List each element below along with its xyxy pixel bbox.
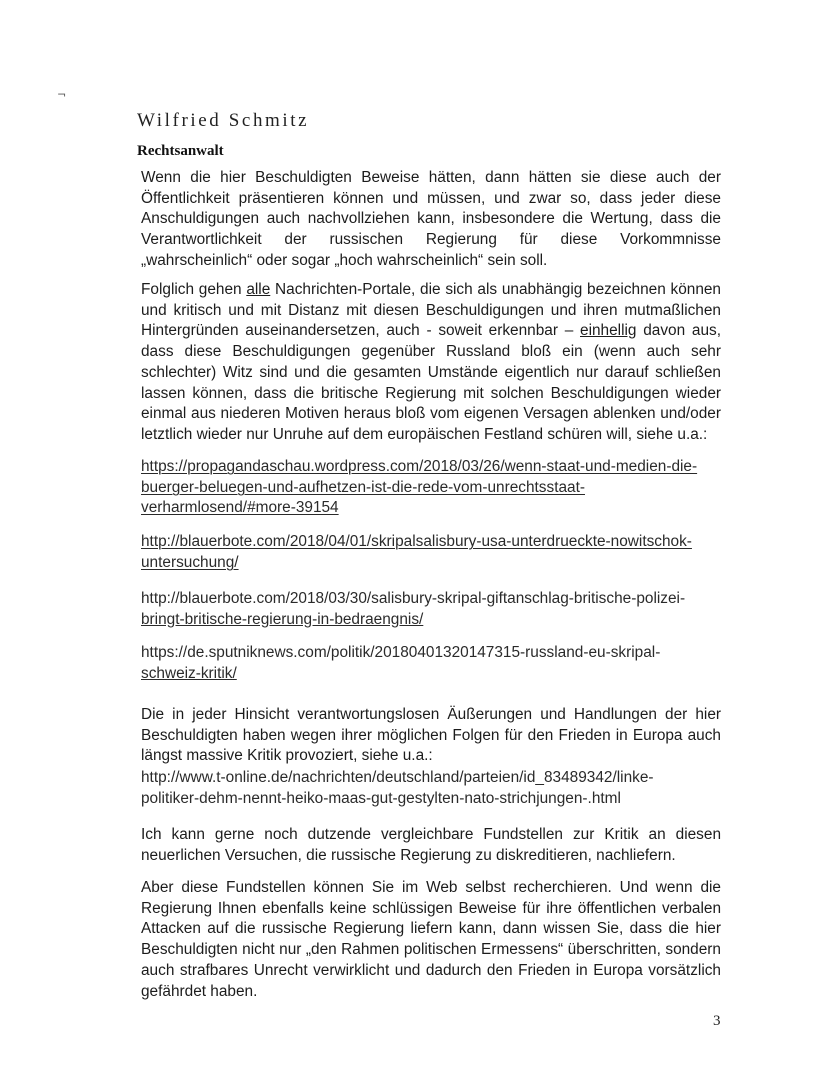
underlined-word-alle: alle (246, 281, 271, 298)
link-sputniknews[interactable] (141, 643, 741, 684)
link-line: verharmlosend/#more-39154 (141, 499, 339, 517)
page-number: 3 (713, 1013, 721, 1029)
link-line: http://blauerbote.com/2018/04/01/skripalsalisbury-usa-unterdrueckte-nowitschok- (141, 533, 692, 550)
link-line: buerger-beluegen-und-aufhetzen-ist-die-rede-vom-unrechtsstaat- (141, 478, 585, 496)
link-line: http://www.t-online.de/nachrichten/deutschland/parteien/id_83489342/linke- (141, 769, 654, 786)
link-line: politiker-dehm-nennt-heiko-maas-gut-gestylten-nato-strichjungen-.html (141, 789, 621, 807)
link-line: http://blauerbote.com/2018/03/30/salisbury-skripal-giftanschlag-britische-polizei- (141, 590, 686, 607)
link-t-online[interactable] (141, 768, 741, 809)
link-line: https://propagandaschau.wordpress.com/2018/03/26/wenn-staat-und-medien-die- (141, 458, 698, 475)
underlined-word-einhellig: einhellig (580, 322, 637, 340)
link-blauerbote-polizei[interactable] (141, 589, 741, 630)
paragraph-text: davon aus, dass diese Beschuldigungen gegenüber Russland bloß ein (wenn auch sehr schlechter) Witz sind und die gesamten Umstände eigentlich nur darauf schließen lassen können, dass die britische Regierung mit solchen Beschuldigungen wieder einmal aus niederen Motiven heraus bloß vom eigenen Versagen ablenken und/oder letztlich wieder nur Unruhe auf dem europäischen Festland schüren will, siehe u.a.: (141, 322, 721, 443)
paragraph-conclusion: Aber diese Fundstellen können Sie im Web selbst recherchieren. Und wenn die Regierung Ihnen ebenfalls keine schlüssigen Beweise für ihre öffentlichen verbalen Attacken auf die russische Regierung liefern kann, dann wissen Sie, dass die hier Beschuldigten nicht nur „den Rahmen politischen Ermessens“ überschritten, sondern auch strafbares Unrecht verwirklicht und dadurch den Frieden in Europa vorsätzlich gefährdet haben. (141, 879, 721, 1000)
scan-mark: ¬ (57, 88, 67, 101)
link-line: bringt-britische-regierung-in-bedraengnis/ (141, 610, 424, 628)
link-line: https://de.sputniknews.com/politik/20180401320147315-russland-eu-skripal- (141, 644, 661, 661)
paragraph-text: Folglich gehen (141, 281, 247, 298)
author-role: Rechtsanwalt (137, 143, 224, 159)
paragraph-evidence: Wenn die hier Beschuldigten Beweise hätten, dann hätten sie diese auch der Öffentlichkeit präsentieren können und müssen, und zwar so, dass jeder diese Anschuldigungen auch nachvollziehen kann, insbesondere die Wertung, dass die Verantwortlichkeit der russischen Regierung für diese Vorkommnisse „wahrscheinlich“ oder sogar „hoch wahrscheinlich“ sein soll. (141, 169, 721, 269)
paragraph-news-portals (141, 280, 721, 446)
link-line: schweiz-kritik/ (141, 664, 237, 682)
author-name: Wilfried Schmitz (137, 110, 310, 131)
paragraph-criticism: Die in jeder Hinsicht verantwortungslosen Äußerungen und Handlungen der hier Beschuldigten haben wegen ihrer möglichen Folgen für den Frieden in Europa auch längst massive Kritik provoziert, siehe u.a.: (141, 706, 721, 765)
paragraph-text: Nachrichten-Portale, die sich als unabhängig bezeichnen können und kritisch und mit Distanz mit diesen Beschuldigungen und ihren mutmaßlichen Hintergründen auseinandersetzen, auch - soweit erkennbar – (141, 281, 721, 340)
link-propagandaschau[interactable] (141, 457, 741, 519)
paragraph-more-sources: Ich kann gerne noch dutzende vergleichbare Fundstellen zur Kritik an diesen neuerlichen Versuchen, die russische Regierung zu diskreditieren, nachliefern. (141, 826, 721, 864)
link-blauerbote-nowitschok[interactable] (141, 532, 741, 573)
link-line: untersuchung/ (141, 553, 239, 571)
